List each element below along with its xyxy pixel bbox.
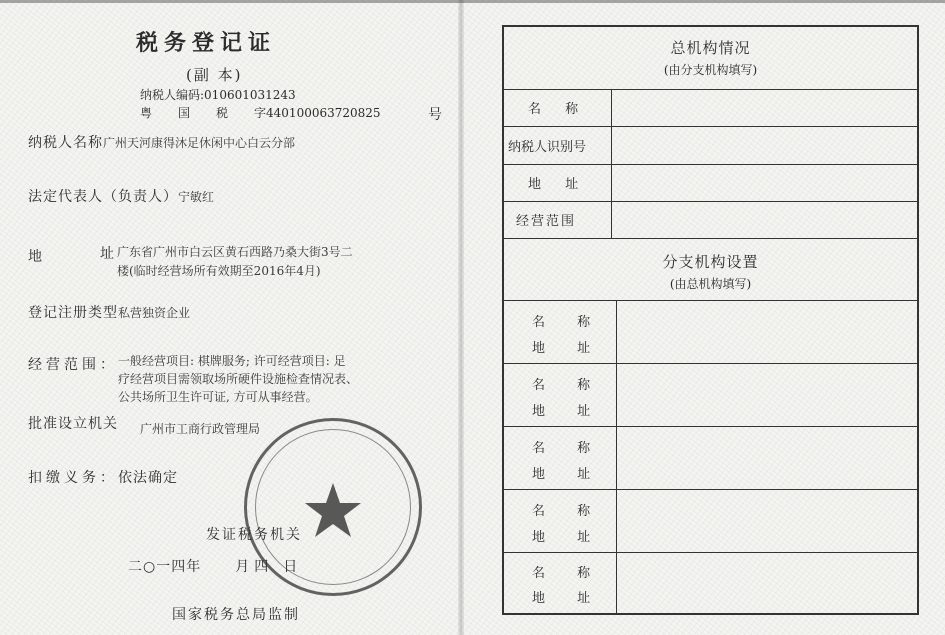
tax-no-char: 字 [254,106,267,120]
legal-rep-line [28,186,214,206]
withholding-line [28,467,178,487]
address-label-1: 地 [28,249,43,265]
hq-address-label: 地 址 [528,177,589,192]
scope-value-1: 一般经营项目: 棋牌服务; 许可经营项目: 足 [118,354,346,368]
approval-label: 批准设立机关 [28,416,118,432]
hq-scope-label: 经营范围 [516,214,577,229]
reg-type-label: 登记注册类型 [28,305,118,321]
branch-name-label: 名 称 [532,504,605,519]
branch-row [504,552,917,613]
branch-name-label: 名 称 [532,315,605,330]
center-fold [458,0,464,635]
hq-scope-row [504,201,917,238]
branch-label-cell [504,553,617,613]
address-value-1: 广东省广州市白云区黄石西路乃桑大街3号二 [117,245,353,259]
branch-address-label: 地 址 [532,591,605,606]
scope-value-3: 公共场所卫生许可证, 方可从事经营。 [118,390,318,404]
branch-row [504,489,917,552]
seal-text: 广州市国家税务局 [247,421,255,422]
branch-info-table [502,25,919,615]
branch-label-cell [504,364,617,426]
branch-label-cell [504,427,617,489]
document-title: 税务登记证 [136,30,277,56]
branch-name-label: 名 称 [532,441,605,456]
taxpayer-id-value: 010601031243 [204,88,296,102]
tax-no-line [140,104,381,121]
hq-id-row [504,126,917,164]
left-panel [0,0,458,635]
withholding-value: 依法确定 [118,470,178,486]
branch-address-label: 地 址 [532,530,605,545]
hq-address-cell [504,165,612,201]
hq-header-row [504,27,917,89]
taxpayer-name-line [28,132,295,152]
approval-value: 广州市工商行政管理局 [140,422,261,436]
taxpayer-id-line [140,86,296,103]
hq-id-cell [504,127,612,164]
taxpayer-name-label: 纳税人名称 [28,135,103,151]
branch-row [504,300,917,363]
scope-value-2: 疗经营项目需领取场所硬件设施检查情况表、 [118,372,359,386]
hq-name-row [504,89,917,126]
hq-subtitle: (由分支机构填写) [663,63,758,77]
address-value-2: 楼(临时经营场所有效期至2016年4月) [117,264,321,278]
taxpayer-id-label: 纳税人编码: [140,88,205,102]
branch-name-label: 名 称 [532,378,605,393]
tax-no-suffix: 号 [428,107,443,123]
legal-rep-value: 宁敏红 [178,190,215,204]
branch-name-label: 名 称 [532,566,605,581]
hq-scope-cell [504,202,612,238]
address-label-2: 址 [100,246,115,262]
tax-no-value: 440100063720825 [266,106,381,120]
scope-label: 经营范围： [28,357,118,373]
hq-name-label: 名 称 [528,102,589,117]
date-year: 二○一四 [128,559,187,575]
date-day: 四 [254,559,270,575]
branch-address-label: 地 址 [532,404,605,419]
reg-type-line [28,302,190,322]
hq-name-cell [504,90,612,126]
branch-row [504,426,917,489]
withholding-label: 扣缴义务： [28,470,118,486]
legal-rep-label: 法定代表人（负责人） [28,189,178,205]
issue-date [128,556,298,576]
branch-label-cell [504,490,617,552]
branch-header-row [504,238,917,300]
document-subtitle: (副 本) [186,66,243,84]
tax-no-label: 粤国税 [140,106,255,120]
hq-id-label: 纳税人识别号 [508,140,587,155]
issuer-label: 发证税务机关 [206,527,302,543]
hq-title: 总机构情况 [670,39,751,57]
branch-address-label: 地 址 [532,341,605,356]
branch-row [504,363,917,426]
taxpayer-name-value: 广州天河康得沐足休闲中心白云分部 [103,136,296,150]
date-year-suffix: 年 [186,559,202,575]
branch-label-cell [504,301,617,363]
branch-subtitle: (由总机构填写) [669,277,752,291]
branch-address-label: 地 址 [532,467,605,482]
date-month-suffix: 月 [235,559,251,575]
hq-address-row [504,164,917,201]
date-day-suffix: 日 [283,559,299,575]
supervision-note: 国家税务总局监制 [172,607,300,623]
branch-title: 分支机构设置 [662,253,759,271]
reg-type-value: 私营独资企业 [118,306,191,320]
